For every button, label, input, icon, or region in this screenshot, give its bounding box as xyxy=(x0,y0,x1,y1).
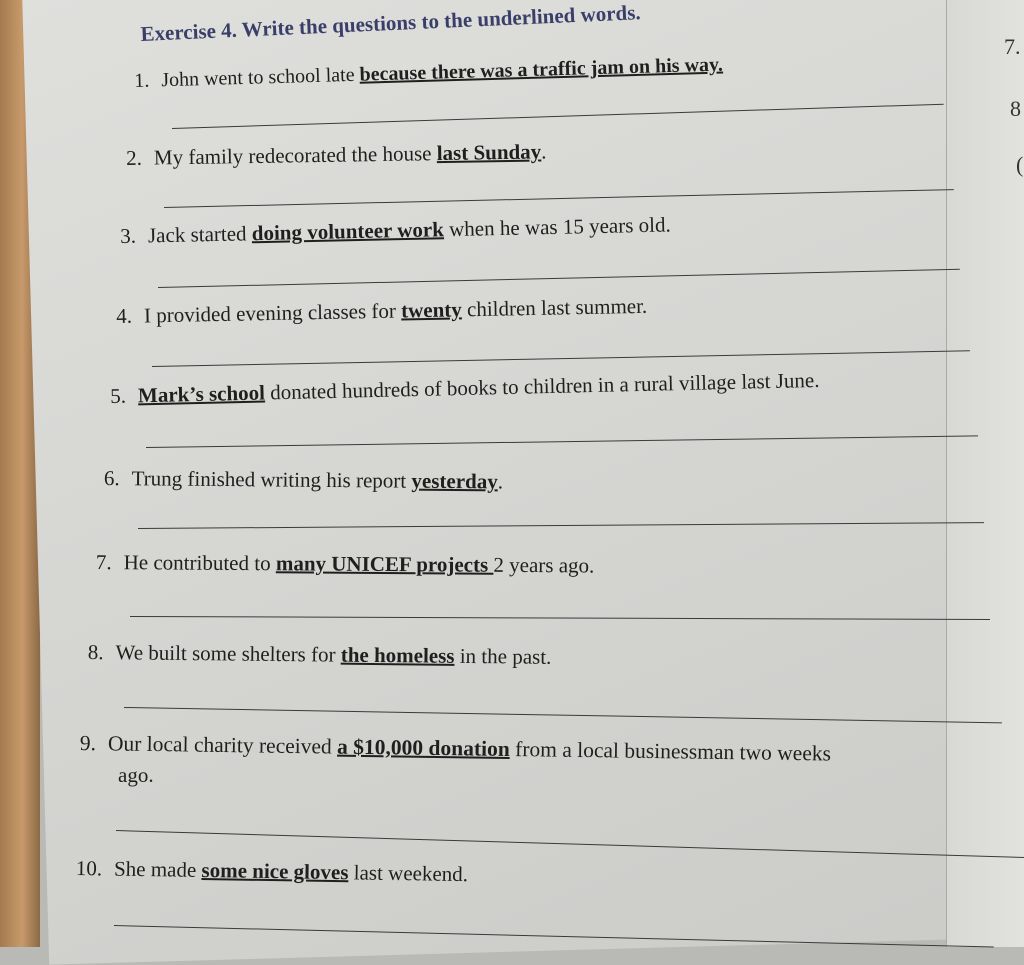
underlined-phrase: because there was a traffic jam on his way. xyxy=(359,53,724,86)
question-text: We built some shelters for xyxy=(115,640,341,667)
question-text-end: last weekend. xyxy=(348,860,469,887)
question-number: 5. xyxy=(110,383,127,408)
question-text-end: when he was 15 years old. xyxy=(443,212,671,242)
question-number: 4. xyxy=(116,303,133,328)
margin-mark-c: ( xyxy=(1016,152,1024,177)
underlined-phrase: twenty xyxy=(400,297,462,323)
underlined-phrase: some nice gloves xyxy=(201,857,349,885)
underlined-phrase: a $10,000 donation xyxy=(336,734,510,762)
question-text-end: donated hundreds of books to children in a rural village last June. xyxy=(264,367,820,405)
underlined-phrase: many UNICEF projects xyxy=(275,551,494,577)
margin-mark-b: 8 xyxy=(1010,96,1021,121)
question-number: 3. xyxy=(120,223,137,248)
question-number: 7. xyxy=(95,550,112,575)
adjacent-page-edge xyxy=(946,0,1024,947)
question-8 xyxy=(88,640,552,670)
underlined-phrase: the homeless xyxy=(340,642,455,668)
question-number: 9. xyxy=(79,731,97,756)
question-text-end: in the past. xyxy=(454,643,552,669)
question-text: John went to school late xyxy=(160,63,360,92)
question-text-end: 2 years ago. xyxy=(493,552,595,578)
question-number: 2. xyxy=(126,145,143,170)
question-text-end: . xyxy=(540,139,547,164)
question-text-end: . xyxy=(497,469,504,494)
question-9-continuation: ago. xyxy=(118,763,154,787)
underlined-phrase: yesterday xyxy=(411,468,498,494)
question-number: 1. xyxy=(134,69,150,92)
question-number: 10. xyxy=(75,856,103,881)
question-text-end: children last summer. xyxy=(461,293,648,322)
margin-mark-a: 7. xyxy=(1004,34,1021,59)
question-text: My family redecorated the house xyxy=(153,141,437,170)
question-7 xyxy=(96,550,595,578)
question-text: He contributed to xyxy=(123,550,276,576)
question-text: Our local charity received xyxy=(107,731,338,759)
question-text: Trung finished writing his report xyxy=(131,466,412,493)
question-number: 6. xyxy=(103,466,120,491)
underlined-phrase: last Sunday xyxy=(436,139,542,166)
question-text-end: from a local businessman two weeks xyxy=(509,737,832,766)
question-text: Jack started xyxy=(147,221,253,248)
underlined-phrase: Mark’s school xyxy=(137,380,266,408)
question-text: I provided evening classes for xyxy=(143,298,402,328)
underlined-phrase: doing volunteer work xyxy=(251,217,445,246)
question-6 xyxy=(104,466,503,494)
question-text: She made xyxy=(113,856,202,882)
exercise-title: Exercise 4. Write the questions to the underlined words. xyxy=(140,0,642,46)
question-number: 8. xyxy=(87,640,104,665)
